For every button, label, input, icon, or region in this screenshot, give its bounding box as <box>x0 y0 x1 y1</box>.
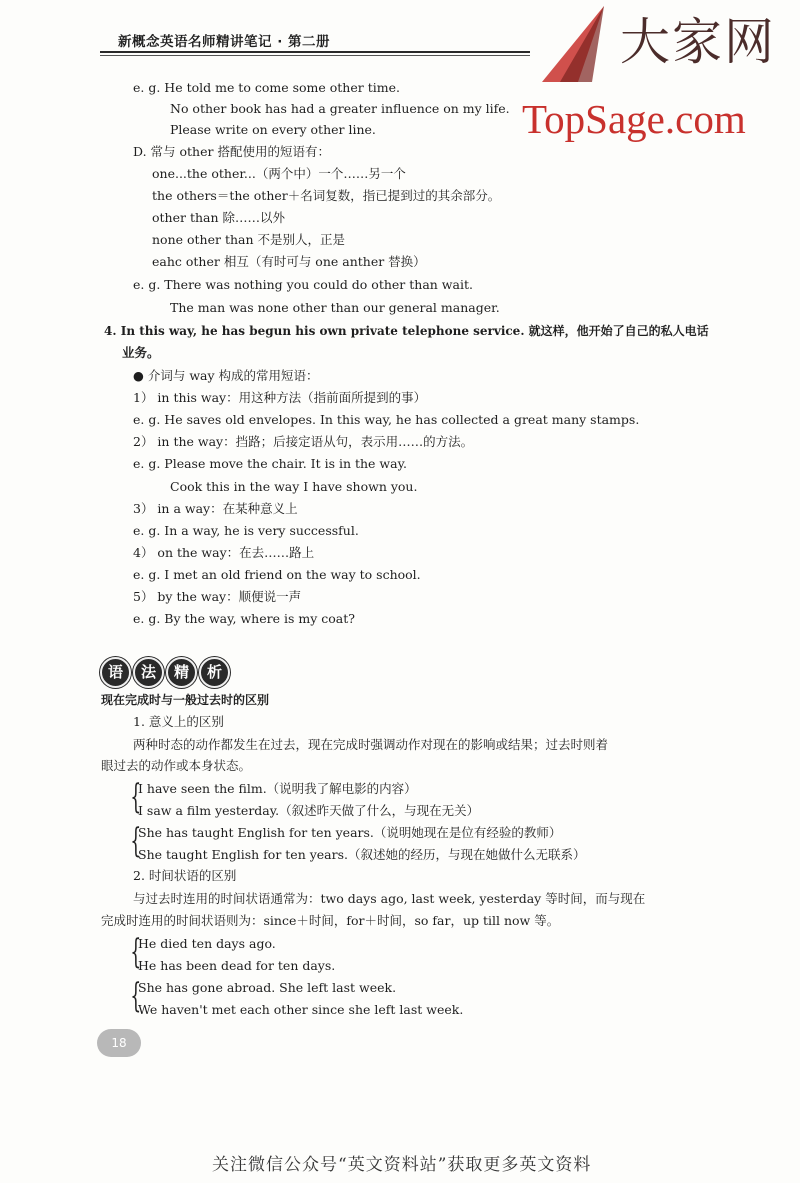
text-line: e. g. I met an old friend on the way to school. <box>133 567 421 582</box>
watermark-cn: 大家网 <box>620 13 776 71</box>
running-header: 新概念英语名师精讲笔记 · 第二册 <box>118 34 331 50</box>
text-line: 两种时态的动作都发生在过去，现在完成时强调动作对现在的影响或结果；过去时则着 <box>133 737 609 752</box>
text-line: 完成时连用的时间状语则为：since＋时间，for＋时间，so far，up till now 等。 <box>101 913 560 928</box>
text-line: She has gone abroad. She left last week. <box>138 980 397 995</box>
brace-icon: { <box>130 976 142 1016</box>
text-line: 2. 时间状语的区别 <box>133 868 237 883</box>
section-title: 现在完成时与一般过去时的区别 <box>101 693 270 707</box>
text-line: e. g. In a way, he is very successful. <box>133 523 359 538</box>
watermark-logo-icon <box>542 4 622 84</box>
text-line: none other than 不是别人，正是 <box>152 232 345 247</box>
brace-icon: { <box>130 777 142 817</box>
text-line: 3） in a way：在某种意义上 <box>133 501 298 516</box>
text-line: No other book has had a greater influence on my life. <box>170 101 510 116</box>
text-line: e. g. There was nothing you could do other than wait. <box>133 277 473 292</box>
text-line: I saw a film yesterday.（叙述昨天做了什么，与现在无关） <box>138 803 480 818</box>
footer-note: 关注微信公众号“英文资料站”获取更多英文资料 <box>212 1155 592 1175</box>
text-line: Cook this in the way I have shown you. <box>170 479 418 494</box>
text-line: 眼过去的动作或本身状态。 <box>101 758 252 773</box>
text-line: She taught English for ten years.（叙述她的经历，与现在她做什么无联系） <box>138 847 586 862</box>
text-line: ● 介词与 way 构成的常用短语： <box>133 368 319 383</box>
text-line: He died ten days ago. <box>138 936 276 951</box>
text-line: He has been dead for ten days. <box>138 958 336 973</box>
text-line: We haven't met each other since she left last week. <box>138 1002 464 1017</box>
text-line: e. g. Please move the chair. It is in the way. <box>133 456 407 471</box>
badge-char: 精 <box>166 657 197 688</box>
text-line: Please write on every other line. <box>170 122 376 137</box>
header-rule-thin <box>100 55 530 56</box>
text-line: eahc other 相互（有时可与 one anther 替换） <box>152 254 426 269</box>
text-line: 与过去时连用的时间状语通常为：two days ago, last week, yesterday 等时间，而与现在 <box>133 891 646 906</box>
section-badge <box>100 657 230 688</box>
text-line: I have seen the film.（说明我了解电影的内容） <box>138 781 417 796</box>
text-line: e. g. By the way, where is my coat? <box>133 611 355 626</box>
text-line: 1） in this way：用这种方法（指前面所提到的事） <box>133 390 427 405</box>
text-line: D. 常与 other 搭配使用的短语有： <box>133 144 330 159</box>
text-line: 1. 意义上的区别 <box>133 714 224 729</box>
text-line: The man was none other than our general manager. <box>170 300 500 315</box>
badge-char: 析 <box>199 657 230 688</box>
header-rule <box>100 51 530 53</box>
text-line: 2） in the way：挡路；后接定语从句，表示用……的方法。 <box>133 434 474 449</box>
text-line: other than 除……以外 <box>152 210 285 225</box>
text-line: the others＝the other＋名词复数，指已提到过的其余部分。 <box>152 188 501 203</box>
text-line: 5） by the way：顺便说一声 <box>133 589 302 604</box>
page-number: 18 <box>97 1029 141 1057</box>
badge-char: 法 <box>133 657 164 688</box>
watermark-en: TopSage.com <box>522 96 746 142</box>
text-line: She has taught English for ten years.（说明她现在是位有经验的教师） <box>138 825 562 840</box>
text-line: one...the other...（两个中）一个……另一个 <box>152 166 406 181</box>
brace-icon: { <box>130 932 142 972</box>
text-line: 4） on the way：在去……路上 <box>133 545 315 560</box>
brace-icon: { <box>130 821 142 861</box>
text-line-heading: 4. In this way, he has begun his own private telephone service. 就这样，他开始了自己的私人电话 <box>104 324 709 338</box>
text-line: e. g. He told me to come some other time. <box>133 80 400 95</box>
text-line: e. g. He saves old envelopes. In this way, he has collected a great many stamps. <box>133 412 640 427</box>
text-line-heading: 业务。 <box>122 345 160 360</box>
badge-char: 语 <box>100 657 131 688</box>
